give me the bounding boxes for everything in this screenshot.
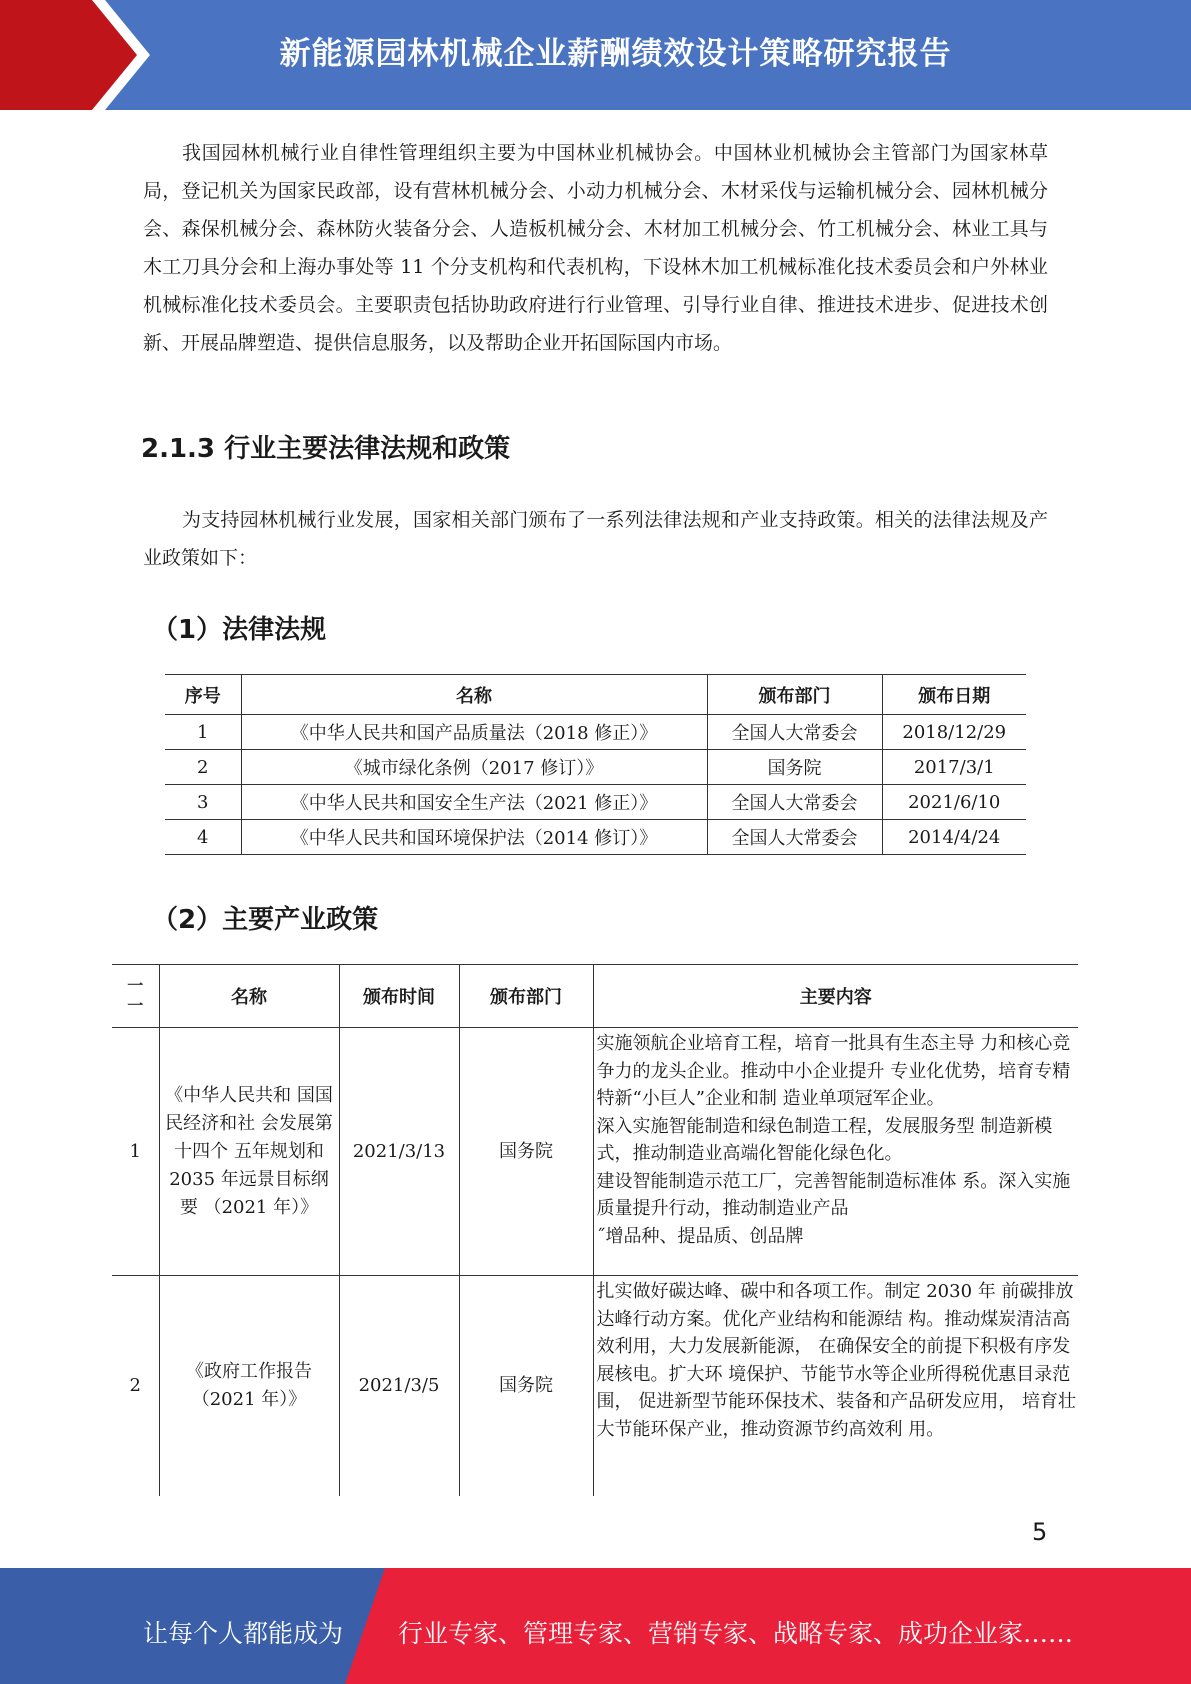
table-cell: 全国人大常委会 (707, 715, 882, 750)
table-cell: 《城市绿化条例（2017 修订）》 (241, 750, 707, 785)
laws-heading: （1）法律法规 (152, 615, 327, 645)
table-cell: 1 (165, 715, 241, 750)
intro-paragraph: 我国园林机械行业自律性管理组织主要为中国林业机械协会。中国林业机械协会主管部门为国家林草局，登记机关为国家民政部，设有营林机械分会、小动力机械分会、木材采伐与运输机械分会、园林机械分会、森保机械分会、森林防火装备分会、人造板机械分会、木材加工机械分会、竹工机械分会、林业工具与木工刀具分会和上海办事处等 11 个分支机构和代表机构，下设林木加工机械标准化技术委员会和户外林业机械标准化技术委员会。主要职责包括协助政府进行行业管理、引导行业自律、推进技术进步、促进技术创新、开展品牌塑造、提供信息服务，以及帮助企业开拓国际国内市场。 (143, 142, 1048, 354)
table-cell: 2021/3/13 (339, 1028, 459, 1276)
table-cell: 1 (112, 1028, 159, 1276)
content-line: 建设智能制造示范工厂，完善智能制造标准体 系。深入实施质量提升行动，推动制造业产品 (596, 1170, 1071, 1219)
table-cell: 2014/4/24 (882, 820, 1026, 855)
table-cell: 《中华人民共和国环境保护法（2014 修订）》 (241, 820, 707, 855)
column-header: 主要内容 (593, 965, 1078, 1028)
table-cell: 4 (165, 820, 241, 855)
table-row (165, 715, 1026, 750)
table-cell: 2017/3/1 (882, 750, 1026, 785)
table-cell: 《政府工作报告（2021 年）》 (159, 1276, 339, 1497)
column-header: 名称 (159, 965, 339, 1028)
table-cell: 2 (165, 750, 241, 785)
table-row (165, 820, 1026, 855)
content-line: 扎实做好碳达峰、碳中和各项工作。制定 2030 年 前碳排放达峰行动方案。优化产业结构和能源结 构。推动煤炭清洁高效利用，大力发展新能源， 在确保安全的前提下积极有序发展核电。扩大环 境保护、节能节水等企业所得税优惠目录范围， 促进新型节能环保技术、装备和产品研发应用， 培育壮大节能环保产业，推动资源节约高效利 用。 (596, 1281, 1076, 1440)
table-row (165, 750, 1026, 785)
table-cell: 2021/6/10 (882, 785, 1026, 820)
content-line: 实施领航企业培育工程，培育一批具有生态主导 力和核心竞争力的龙头企业。推动中小企业提升 专业化优势，培育专精特新“小巨人”企业和制 造业单项冠军企业。 (596, 1033, 1071, 1109)
table-cell: 国务院 (459, 1028, 593, 1276)
table-row (112, 1276, 1078, 1497)
column-header: 颁布日期 (882, 675, 1026, 715)
table-cell: 《中华人民共和 国国民经济和社 会发展第十四个 五年规划和 2035 年远景目标纲要 （2021 年）》 (159, 1028, 339, 1276)
footer-slogan-right: 行业专家、管理专家、营销专家、战略专家、成功企业家…… (398, 1619, 1074, 1648)
page-footer (0, 1568, 1191, 1684)
policies-table (112, 964, 1078, 1496)
footer-slogan-left: 让每个人都能成为 (143, 1619, 344, 1648)
column-header (112, 965, 159, 1028)
table-cell: 3 (165, 785, 241, 820)
column-header: 颁布部门 (707, 675, 882, 715)
table-row (112, 1028, 1078, 1276)
table-header-row (165, 675, 1026, 715)
table-cell: 《中华人民共和国产品质量法（2018 修正）》 (241, 715, 707, 750)
page-header (0, 0, 1191, 110)
table-cell: 全国人大常委会 (707, 785, 882, 820)
table-cell: 全国人大常委会 (707, 820, 882, 855)
table-cell: 国务院 (707, 750, 882, 785)
table-cell: 2 (112, 1276, 159, 1497)
table-cell (593, 1028, 1078, 1276)
column-header: 序号 (165, 675, 241, 715)
section-heading: 2.1.3 行业主要法律法规和政策 (141, 434, 511, 464)
seq-column-header: 一一 (127, 976, 144, 1015)
table-header-row (112, 965, 1078, 1028)
report-title: 新能源园林机械企业薪酬绩效设计策略研究报告 (279, 36, 952, 72)
table-row (165, 785, 1026, 820)
column-header: 颁布部门 (459, 965, 593, 1028)
content-line: ˝增品种、提品质、创品牌 (596, 1225, 804, 1247)
page-number: 5 (1032, 1518, 1048, 1546)
policies-heading: （2）主要产业政策 (152, 905, 379, 935)
table-cell: 《中华人民共和国安全生产法（2021 修正）》 (241, 785, 707, 820)
content-line: 深入实施智能制造和绿色制造工程，发展服务型 制造新模式，推动制造业高端化智能化绿色化。 (596, 1115, 1053, 1164)
laws-table (165, 674, 1026, 855)
table-cell: 2018/12/29 (882, 715, 1026, 750)
table-cell: 2021/3/5 (339, 1276, 459, 1497)
section-paragraph: 为支持园林机械行业发展，国家相关部门颁布了一系列法律法规和产业支持政策。相关的法律法规及产业政策如下： (143, 509, 1048, 569)
column-header: 名称 (241, 675, 707, 715)
table-cell (593, 1276, 1078, 1497)
table-cell: 国务院 (459, 1276, 593, 1497)
column-header: 颁布时间 (339, 965, 459, 1028)
